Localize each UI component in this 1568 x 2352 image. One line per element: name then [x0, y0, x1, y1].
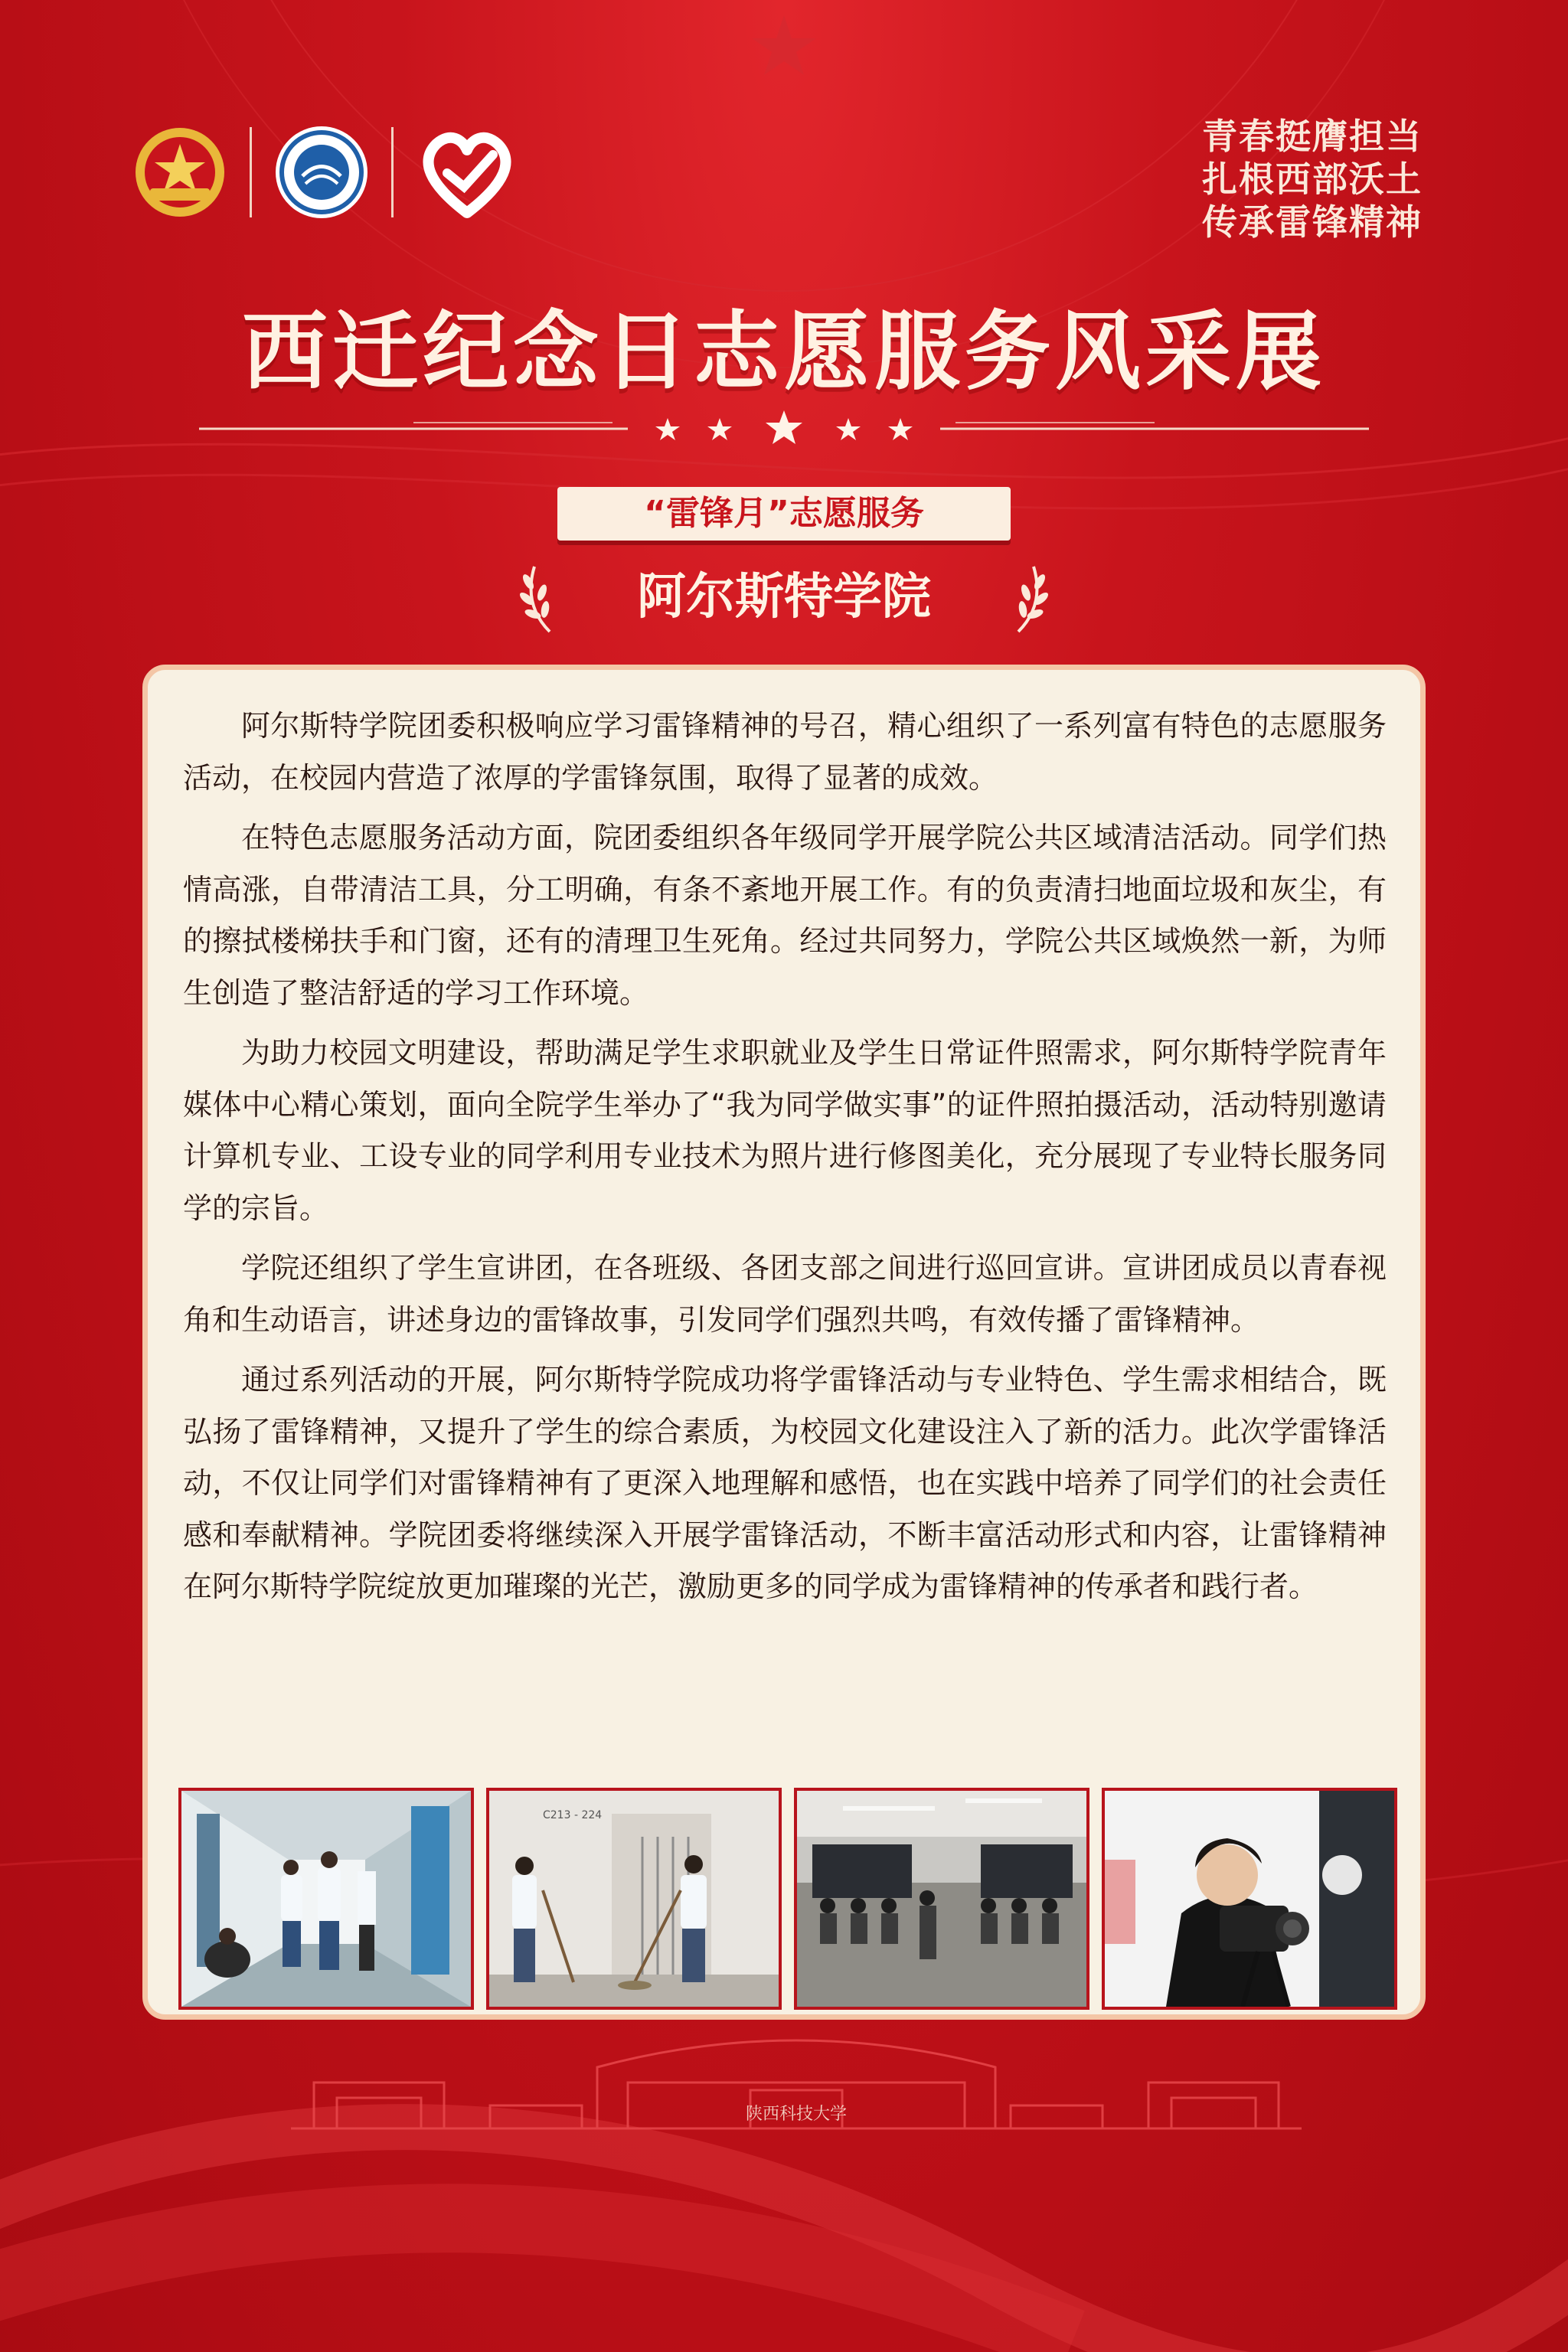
- logo-separator: [250, 127, 252, 217]
- star-icon: [655, 418, 680, 440]
- university-logo-icon: [272, 122, 371, 222]
- youth-league-emblem-icon: [130, 122, 230, 222]
- camera-photographer-photo: [1102, 1788, 1397, 2010]
- section-tag: “雷锋月”志愿服务: [557, 487, 1011, 541]
- star-icon: [766, 410, 802, 444]
- slogan: [1202, 115, 1423, 243]
- campus-building-outline: [291, 2021, 1302, 2159]
- page-title: 西迁纪念日志愿服务风采展: [242, 302, 1326, 402]
- door-sign: C213 - 224: [543, 1809, 603, 1821]
- slogan-line-1: 青春挺膺担当: [1202, 116, 1423, 157]
- paragraph-5: 通过系列活动的开展，阿尔斯特学院成功将学雷锋活动与专业特色、学生需求相结合，既弘扬了雷锋精神，又提升了学生的综合素质，为校园文化建设注入了新的活力。此次学雷锋活动，不仅让同学们对雷锋精神有了更深入地理解和感悟，也在实践中培养了同学们的社会责任感和奉献精神。学院团委将继续深入开展学雷锋活动，不断丰富活动形式和内容，让雷锋精神在阿尔斯特学院绽放更加璀璨的光芒，激励更多的同学成为雷锋精神的传承者和践行者。: [183, 1363, 1387, 1603]
- star-icon: [836, 418, 861, 440]
- logo-row: [130, 122, 521, 222]
- content-panel: [142, 665, 1426, 2020]
- volunteer-heart-icon: [413, 122, 521, 222]
- star-icon: [707, 418, 732, 440]
- star-icon: [888, 418, 913, 440]
- slogan-line-2: 扎根西部沃土: [1202, 158, 1423, 200]
- paragraph-1: 阿尔斯特学院团委积极响应学习雷锋精神的号召，精心组织了一系列富有特色的志愿服务活动，在校园内营造了浓厚的学雷锋氛围，取得了显著的成效。: [183, 709, 1387, 795]
- lecture-room-photo: [794, 1788, 1089, 2010]
- footer-caption: 陕西科技大学: [745, 2105, 848, 2124]
- logo-separator: [391, 127, 394, 217]
- photo-strip: [178, 1788, 1397, 2010]
- title-divider: [199, 406, 1369, 452]
- college-name: 阿尔斯特学院: [637, 568, 931, 626]
- slogan-line-3: 传承雷锋精神: [1202, 201, 1423, 243]
- paragraph-3: 为助力校园文明建设，帮助满足学生求职就业及学生日常证件照需求，阿尔斯特学院青年媒体中心精心策划，面向全院学生举办了“我为同学做实事”的证件照拍摄活动，活动特别邀请计算机专业、工设专业的同学利用专业技术为照片进行修图美化，充分展现了专业特长服务同学的宗旨。: [183, 1036, 1387, 1225]
- paragraph-4: 学院还组织了学生宣讲团，在各班级、各团支部之间进行巡回宣讲。宣讲团成员以青春视角和生动语言，讲述身边的雷锋故事，引发同学们强烈共鸣，有效传播了雷锋精神。: [183, 1251, 1387, 1337]
- hallway-cleaning-photo: [178, 1788, 474, 2010]
- article-body: [183, 701, 1387, 1622]
- stairwell-mopping-photo: [486, 1788, 782, 2010]
- paragraph-2: 在特色志愿服务活动方面，院团委组织各年级同学开展学院公共区域清洁活动。同学们热情高涨，自带清洁工具，分工明确，有条不紊地开展工作。有的负责清扫地面垃圾和灰尘，有的擦拭楼梯扶手和门窗，还有的清理卫生死角。经过共同努力，学院公共区域焕然一新，为师生创造了整洁舒适的学习工作环境。: [183, 821, 1387, 1010]
